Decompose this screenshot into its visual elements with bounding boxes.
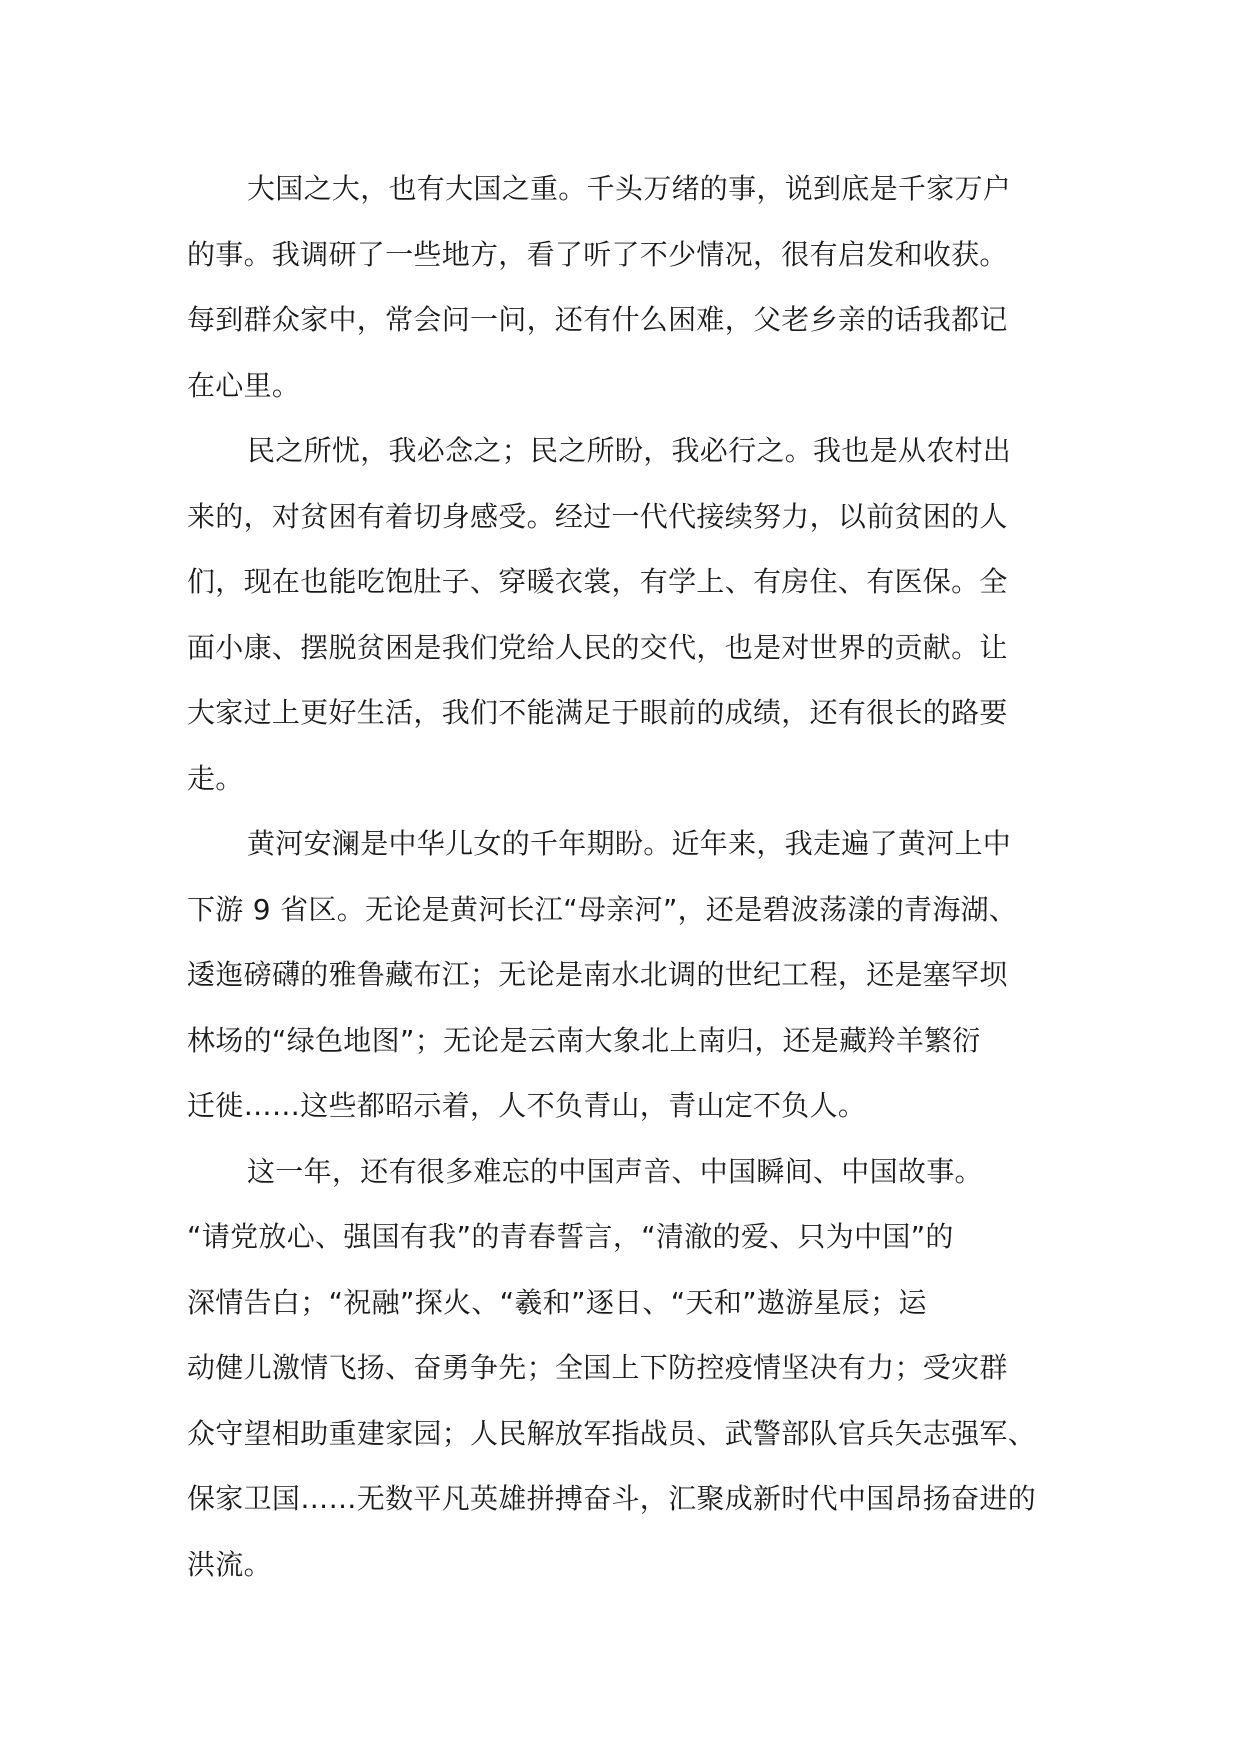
text-line: “请党放心、强国有我”的青春誓言，“清澈的爱、只为中国”的 (187, 1220, 954, 1253)
text-line: 大国之大，也有大国之重。千头万绪的事，说到底是千家万户 (247, 172, 1012, 205)
text-line: 众守望相助重建家园；人民解放军指战员、武警部队官兵矢志强军、 (187, 1416, 1037, 1450)
text-line: 民之所忧，我必念之；民之所盼，我必行之。我也是从农村出 (247, 434, 1012, 467)
text-line: 迁徙……这些都昭示着，人不负青山，青山定不负人。 (187, 1089, 867, 1122)
text-line: 每到群众家中，常会问一问，还有什么困难，父老乡亲的话我都记 (187, 303, 1008, 336)
paragraph-4 (187, 1149, 1067, 1608)
text-line: 在心里。 (187, 368, 301, 402)
document-body (187, 166, 1067, 1607)
text-line: 的事。我调研了一些地方，看了听了不少情况，很有启发和收获。 (187, 237, 1008, 271)
text-line: 深情告白；“祝融”探火、“羲和”逐日、“天和”遨游星辰；运 (187, 1285, 927, 1319)
text-line: 面小康、摆脱贫困是我们党给人民的交代，也是对世界的贡献。让 (187, 630, 1008, 664)
text-line: 林场的“绿色地图”；无论是云南大象北上南归，还是藏羚羊繁衍 (187, 1023, 981, 1057)
text-line: 保家卫国……无数平凡英雄拼搏奋斗，汇聚成新时代中国昂扬奋进的 (187, 1482, 1037, 1515)
text-line: 大家过上更好生活，我们不能满足于眼前的成绩，还有很长的路要 (187, 696, 1008, 729)
text-line: 来的，对贫困有着切身感受。经过一代代接续努力，以前贫困的人 (187, 499, 1008, 533)
text-line: 走。 (187, 761, 244, 795)
text-line: 下游 9 省区。无论是黄河长江“母亲河”，还是碧波荡漾的青海湖、 (187, 892, 1018, 926)
paragraph-1 (187, 166, 1067, 428)
text-line: 们，现在也能吃饱肚子、穿暖衣裳，有学上、有房住、有医保。全 (187, 565, 1008, 598)
text-line: 这一年，还有很多难忘的中国声音、中国瞬间、中国故事。 (247, 1154, 983, 1188)
text-line: 黄河安澜是中华儿女的千年期盼。近年来，我走遍了黄河上中 (247, 827, 1012, 860)
text-line: 洪流。 (187, 1547, 272, 1581)
text-line: 动健儿激情飞扬、奋勇争先；全国上下防控疫情坚决有力；受灾群 (187, 1351, 1008, 1384)
paragraph-2 (187, 428, 1067, 821)
paragraph-3 (187, 821, 1067, 1149)
text-line: 逶迤磅礴的雅鲁藏布江；无论是南水北调的世纪工程，还是塞罕坝 (187, 958, 1008, 991)
